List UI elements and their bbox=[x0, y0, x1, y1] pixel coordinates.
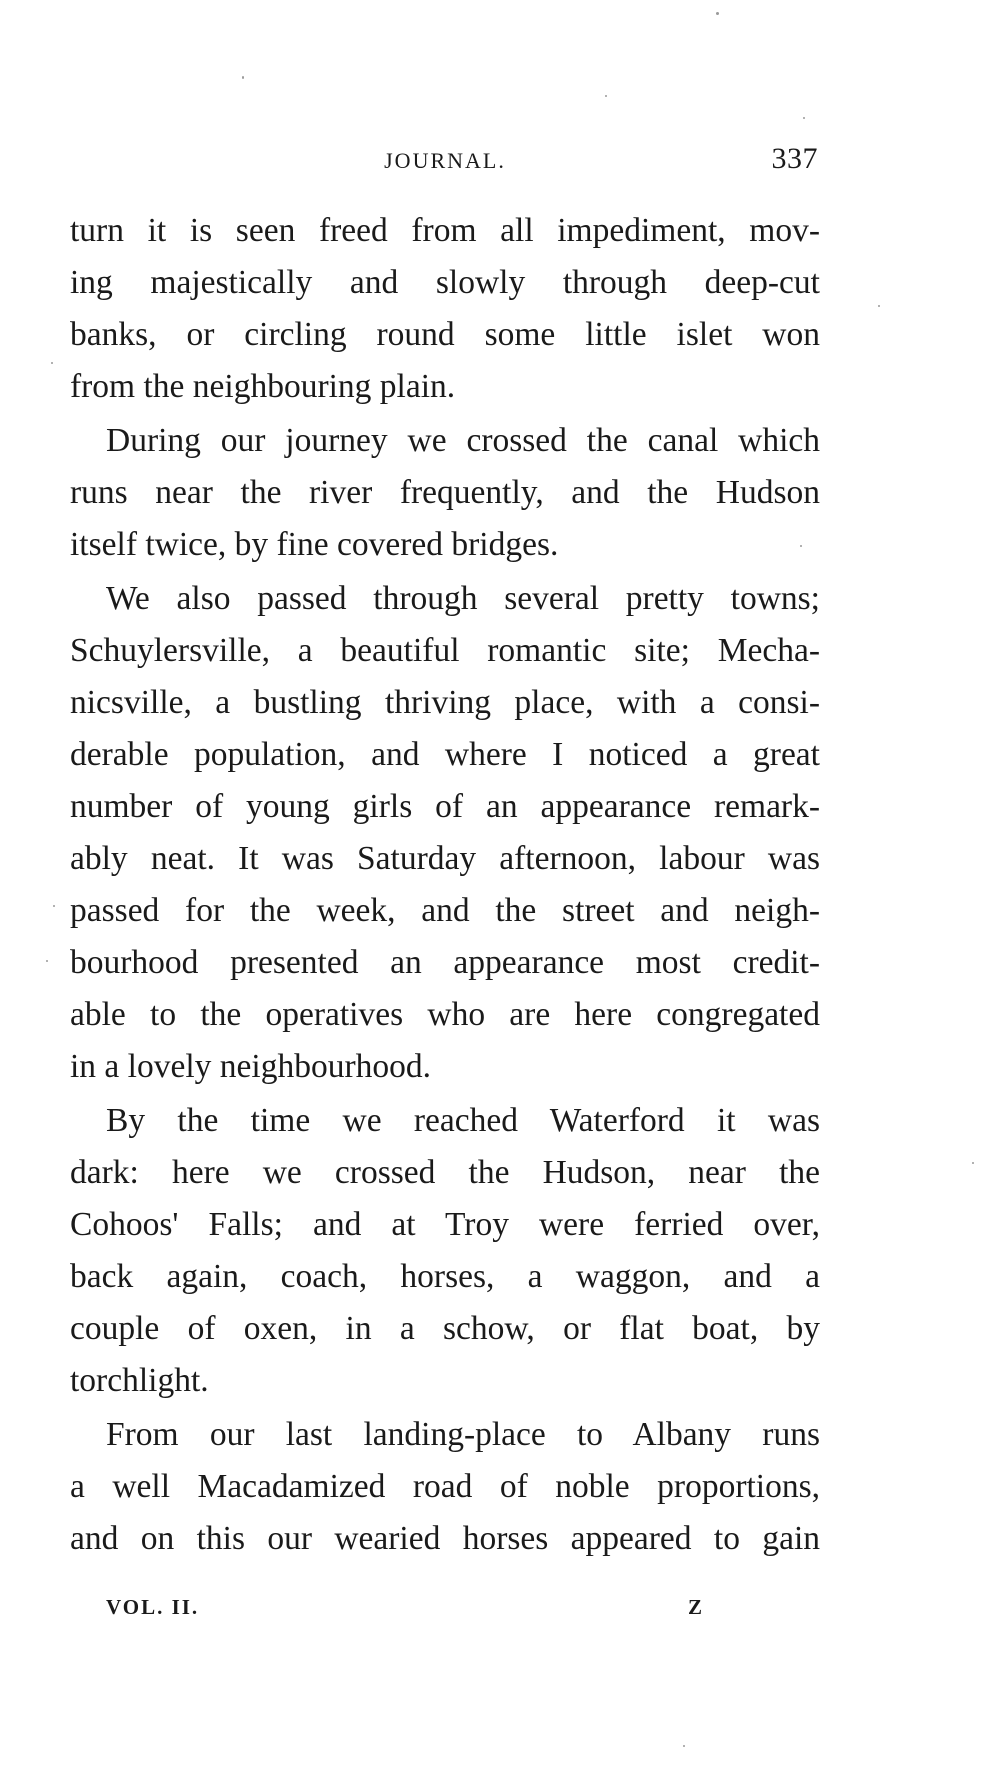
paragraph bbox=[70, 415, 820, 571]
text-line: runs near the river frequently, and the Hudson bbox=[70, 474, 820, 511]
text-line: During our journey we crossed the canal which bbox=[106, 422, 820, 459]
paper-speck bbox=[972, 1162, 974, 1164]
paragraph bbox=[70, 573, 820, 1093]
text-line: in a lovely neighbourhood. bbox=[70, 1048, 431, 1085]
text-line: Schuylersville, a beautiful romantic site; Mecha- bbox=[70, 632, 820, 669]
text-line: dark: here we crossed the Hudson, near the bbox=[70, 1154, 820, 1191]
text-line: ing majestically and slowly through deep-cut bbox=[70, 264, 820, 301]
paper-speck bbox=[51, 362, 53, 364]
page-footer bbox=[70, 1595, 820, 1631]
text-line: nicsville, a bustling thriving place, with a consi- bbox=[70, 684, 820, 721]
text-line: derable population, and where I noticed a great bbox=[70, 736, 820, 773]
text-line: a well Macadamized road of noble proportions, bbox=[70, 1468, 820, 1505]
running-head bbox=[70, 142, 820, 182]
paper-speck bbox=[683, 1745, 685, 1747]
text-line: passed for the week, and the street and neigh- bbox=[70, 892, 820, 929]
paper-speck bbox=[242, 76, 244, 79]
sheet-signature: Z bbox=[688, 1595, 705, 1619]
text-line: ably neat. It was Saturday afternoon, labour was bbox=[70, 840, 820, 877]
running-title: JOURNAL. bbox=[384, 148, 506, 173]
paper-speck bbox=[605, 95, 607, 97]
text-line: By the time we reached Waterford it was bbox=[106, 1102, 820, 1139]
text-line: bourhood presented an appearance most credit- bbox=[70, 944, 820, 981]
volume-signature: VOL. II. bbox=[106, 1595, 200, 1619]
page-number: 337 bbox=[771, 142, 818, 175]
text-line: turn it is seen freed from all impediment, mov- bbox=[70, 212, 820, 249]
paper-speck bbox=[716, 12, 719, 15]
paragraph bbox=[70, 205, 820, 413]
text-line: from the neighbouring plain. bbox=[70, 368, 456, 405]
text-line: able to the operatives who are here congregated bbox=[70, 996, 820, 1033]
paper-speck bbox=[803, 117, 805, 119]
text-line: number of young girls of an appearance remark- bbox=[70, 788, 820, 825]
text-line: couple of oxen, in a schow, or flat boat, by bbox=[70, 1310, 820, 1347]
text-line: From our last landing-place to Albany runs bbox=[106, 1416, 820, 1453]
text-line: itself twice, by fine covered bridges. bbox=[70, 526, 559, 563]
paper-speck bbox=[800, 545, 802, 547]
paragraph bbox=[70, 1409, 820, 1565]
body-text bbox=[70, 205, 820, 1565]
text-line: Cohoos' Falls; and at Troy were ferried over, bbox=[70, 1206, 820, 1243]
paper-speck bbox=[46, 960, 48, 962]
text-line: torchlight. bbox=[70, 1362, 209, 1399]
text-line: and on this our wearied horses appeared to gain bbox=[70, 1520, 820, 1557]
text-line: banks, or circling round some little islet won bbox=[70, 316, 820, 353]
text-line: We also passed through several pretty towns; bbox=[106, 580, 820, 617]
text-line: back again, coach, horses, a waggon, and a bbox=[70, 1258, 820, 1295]
paragraph bbox=[70, 1095, 820, 1407]
paper-speck bbox=[878, 305, 880, 307]
paper-speck bbox=[53, 905, 55, 907]
